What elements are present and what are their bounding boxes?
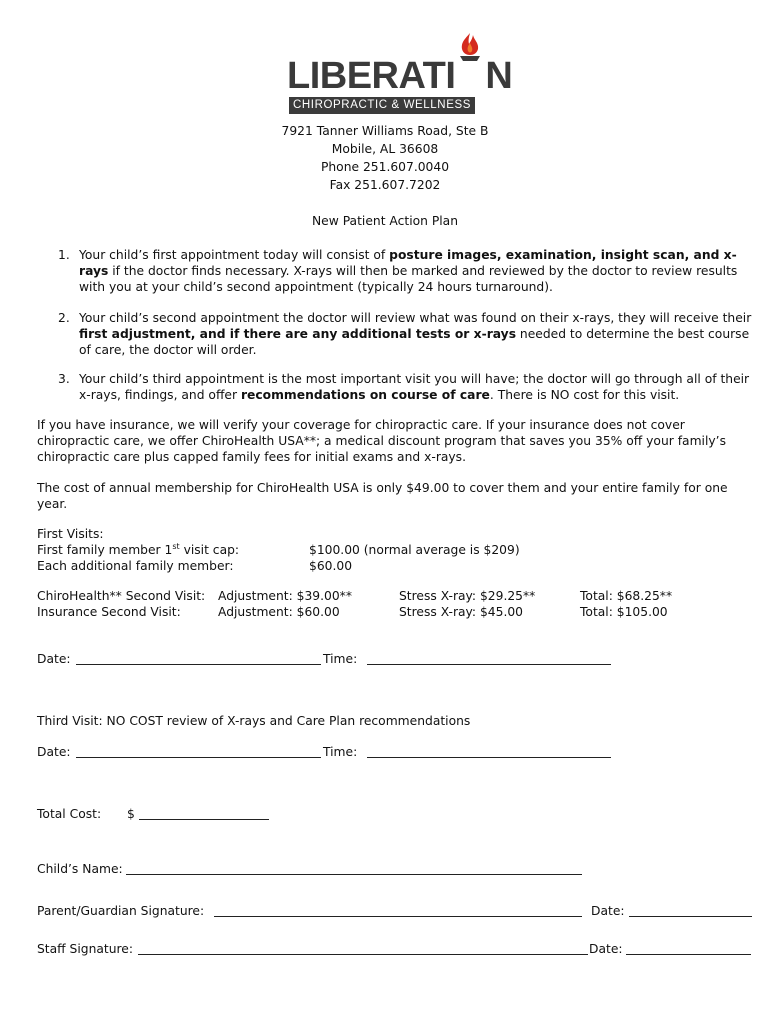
- parent-signature-label: Parent/Guardian Signature:: [37, 904, 205, 918]
- second-visit-date-field[interactable]: [76, 649, 321, 665]
- item-text-plain: . There is NO cost for this visit.: [489, 388, 680, 402]
- third-visit-date-field[interactable]: [76, 742, 321, 758]
- first-member-label-text: visit cap:: [179, 543, 240, 557]
- item-number: 3.: [58, 372, 70, 386]
- staff-date-field[interactable]: [626, 939, 751, 955]
- parent-date-field[interactable]: [629, 901, 752, 917]
- staff-date-label: Date:: [589, 942, 623, 956]
- insurance-xray: Stress X-ray: $45.00: [399, 605, 524, 619]
- address-phone: Phone 251.607.0040: [320, 160, 450, 174]
- item-text: [79, 371, 754, 403]
- parent-signature-field[interactable]: [214, 901, 582, 917]
- staff-signature-field[interactable]: [138, 939, 588, 955]
- item-text: [79, 247, 754, 295]
- item-text-bold: posture images, examination, insight scan, and x-rays: [79, 248, 737, 278]
- chirohealth-total: Total: $68.25**: [580, 589, 673, 603]
- item-text: [79, 310, 754, 358]
- first-visits-heading: First Visits:: [37, 527, 104, 541]
- third-visit-time-label: Time:: [323, 745, 358, 759]
- flame-icon: [455, 58, 485, 88]
- additional-member-label: Each additional family member:: [37, 559, 234, 573]
- insurance-adjustment: Adjustment: $60.00: [218, 605, 340, 619]
- logo-word-left: LIBERATI: [287, 55, 456, 97]
- childs-name-label: Child’s Name:: [37, 862, 123, 876]
- insurance-paragraph: If you have insurance, we will verify your coverage for chiropractic care. If your insurance does not cover chiropractic care, we offer ChiroHealth USA**; a medical discount program that saves you 35% off your family’s chiropractic care plus capped family fees for initial exams and x-rays.: [37, 418, 726, 464]
- first-member-label: [37, 542, 239, 558]
- address-city: Mobile, AL 36608: [331, 142, 439, 156]
- second-visit-time-field[interactable]: [367, 649, 611, 665]
- chirohealth-adjustment: Adjustment: $39.00**: [218, 589, 352, 603]
- ordinal-suffix: st: [172, 541, 180, 551]
- page-title: New Patient Action Plan: [311, 214, 459, 228]
- parent-date-label: Date:: [591, 904, 625, 918]
- clinic-logo: [287, 55, 513, 118]
- item-text-bold: recommendations on course of care: [240, 388, 490, 402]
- insurance-second-visit-label: Insurance Second Visit:: [37, 605, 181, 619]
- logo-word-right: N: [485, 55, 513, 97]
- item-text-plain: Your child’s third appointment is the most important visit you will have; the doctor will go through all of their x-rays, findings, and offer: [79, 372, 750, 402]
- chirohealth-xray: Stress X-ray: $29.25**: [399, 589, 536, 603]
- second-visit-date-label: Date:: [37, 652, 71, 666]
- item-text-bold: first adjustment, and if there are any additional tests or x-rays: [79, 327, 517, 341]
- membership-paragraph: The cost of annual membership for ChiroHealth USA is only $49.00 to cover them and your entire family for one year.: [37, 481, 728, 511]
- additional-member-value: $60.00: [309, 559, 353, 573]
- logo-wordmark: [287, 55, 513, 97]
- item-number: 1.: [58, 248, 70, 262]
- item-text-plain: if the doctor finds necessary. X-rays will then be marked and reviewed by the doctor to review results with you at your child’s second appointment (typically 24 hours turnaround).: [79, 264, 738, 294]
- third-visit-text: Third Visit: NO COST review of X-rays and Care Plan recommendations: [37, 714, 471, 728]
- item-text-plain: Your child’s first appointment today will consist of: [79, 248, 390, 262]
- staff-signature-label: Staff Signature:: [37, 942, 134, 956]
- first-member-label-text: First family member 1: [37, 543, 173, 557]
- address-fax: Fax 251.607.7202: [329, 178, 441, 192]
- total-cost-field[interactable]: [139, 804, 269, 820]
- item-text-plain: Your child’s second appointment the doctor will review what was found on their x-rays, they will receive their: [79, 311, 752, 325]
- insurance-total: Total: $105.00: [580, 605, 668, 619]
- second-visit-time-label: Time:: [323, 652, 358, 666]
- dollar-sign: $: [127, 807, 135, 821]
- chirohealth-second-visit-label: ChiroHealth** Second Visit:: [37, 589, 206, 603]
- third-visit-time-field[interactable]: [367, 742, 611, 758]
- first-member-value: $100.00 (normal average is $209): [309, 543, 520, 557]
- item-number: 2.: [58, 311, 70, 325]
- total-cost-label: Total Cost:: [37, 807, 102, 821]
- item-text-plain: needed to determine the best course of care, the doctor will order.: [79, 327, 750, 357]
- logo-tagline: CHIROPRACTIC & WELLNESS: [289, 97, 475, 114]
- third-visit-date-label: Date:: [37, 745, 71, 759]
- address-street: 7921 Tanner Williams Road, Ste B: [281, 124, 489, 138]
- childs-name-field[interactable]: [126, 859, 582, 875]
